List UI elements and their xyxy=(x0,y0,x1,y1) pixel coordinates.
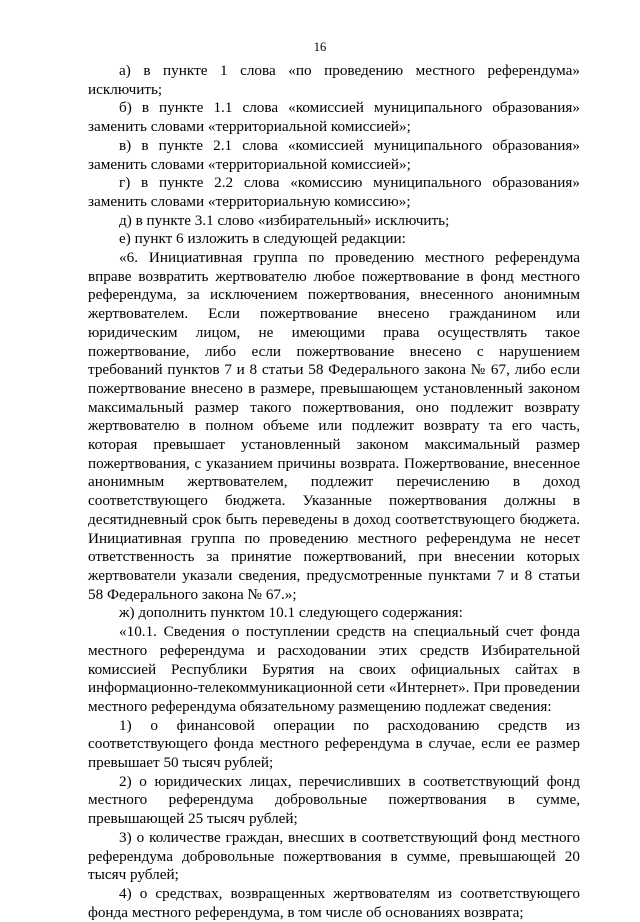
page-number: 16 xyxy=(313,40,327,54)
paragraph-point-10-1: «10.1. Сведения о поступлении средств на специальный счет фонда местного референдума и расходовании этих средств Избирательной комиссией Республики Бурятия на своих официальных сайтах в информационно-телекоммуникационной сети «Интернет». При проведении местного референдума обязательному размещению подлежат сведения: xyxy=(88,623,580,715)
paragraph-a: а) в пункте 1 слова «по проведению местного референдума» исключить; xyxy=(88,62,580,98)
list-item-2: 2) о юридических лицах, перечисливших в соответствующий фонд местного референдума добровольные пожертвования в сумме, превышающей 25 тысяч рублей; xyxy=(88,772,580,828)
paragraph-b: б) в пункте 1.1 слова «комиссией муниципального образования» заменить словами «территориальной комиссией»; xyxy=(88,99,580,136)
document-body xyxy=(88,62,580,922)
paragraph-point-6: «6. Инициативная группа по проведению местного референдума вправе возвратить жертвователю любое пожертвование в фонд местного референдума, за исключением пожертвования, внесенного анонимным жертвователем. Если пожертвование внесено гражданином или юридическим лицом, не имеющими права осуществлять такое пожертвование, либо если пожертвование внесено с нарушением требований пунктов 7 и 8 статьи 58 Федерального закона № 67, либо если пожертвование внесено в размере, превышающем установленный законом максимальный размер такого пожертвования, оно подлежит возврату жертвователю в полном объеме или подлежит возврату та его часть, которая превышает установленный законом максимальный размер пожертвования, с указанием причины возврата. Пожертвование, внесенное анонимным жертвователем, подлежит перечислению в доход соответствующего бюджета. Указанные пожертвования должны в десятидневный срок быть переведены в доход соответствующего бюджета. Инициативная группа по проведению местного референдума не несет ответственность за принятие пожертвований, при внесении которых жертвователи указали сведения, предусмотренные пунктами 7 и 8 статьи 58 Федерального закона № 67.»; xyxy=(88,249,580,603)
paragraph-g: г) в пункте 2.2 слова «комиссию муниципального образования» заменить словами «территориальную комиссию»; xyxy=(88,174,580,210)
list-item-3: 3) о количестве граждан, внесших в соответствующий фонд местного референдума добровольные пожертвования в сумме, превышающей 20 тысяч рублей; xyxy=(88,828,580,884)
paragraph-zh: ж) дополнить пунктом 10.1 следующего содержания: xyxy=(119,604,463,622)
paragraph-d: д) в пункте 3.1 слово «избирательный» исключить; xyxy=(119,211,450,229)
list-item-4: 4) о средствах, возвращенных жертвователям из соответствующего фонда местного референдума, в том числе об основаниях возврата; xyxy=(88,884,580,921)
paragraph-e: е) пункт 6 изложить в следующей редакции: xyxy=(119,230,406,248)
paragraph-v: в) в пункте 2.1 слова «комиссией муниципального образования» заменить словами «территориальной комиссией»; xyxy=(88,136,580,173)
list-item-1: 1) о финансовой операции по расходованию средств из соответствующего фонда местного референдума в случае, если ее размер превышает 50 тысяч рублей; xyxy=(88,716,580,772)
